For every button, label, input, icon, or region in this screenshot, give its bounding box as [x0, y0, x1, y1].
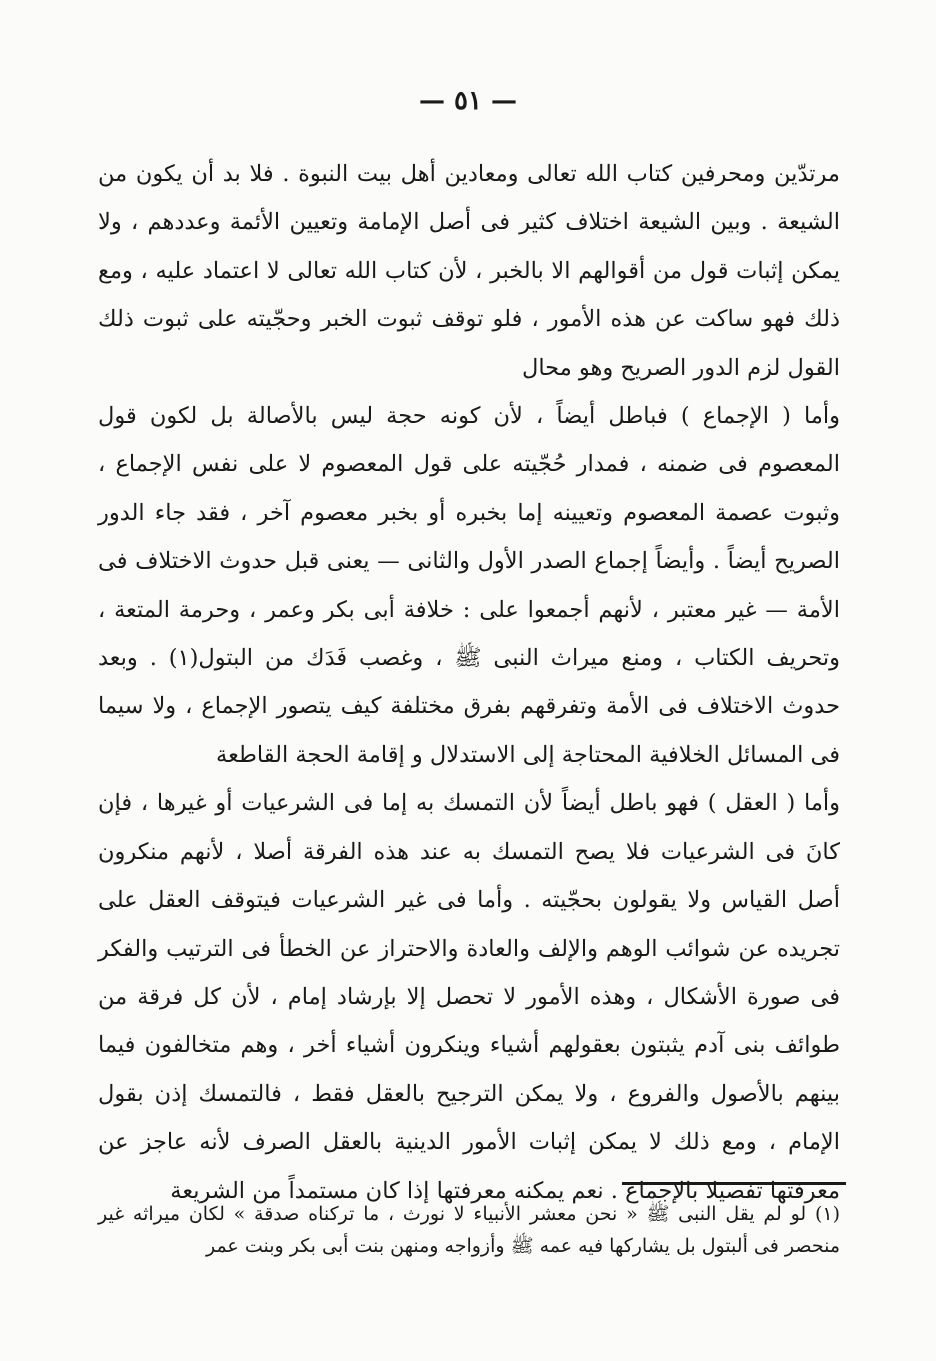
paragraph-reason: وأما ( العقل ) فهو باطل أيضاً لأن التمسك به إما فى الشرعيات أو غيرها ، فإن كانَ فى الشرعيات فلا يصح التمسك به عند هذه الفرقة أصلا ، لأنهم منكرون أصل القياس ولا يقولون بحجّيته . وأما فى غير الشرعيات فيتوقف العقل على تجريده عن شوائب الوهم والإلف والعادة والاحتراز عن الخطأ فى الترتيب والفكر فى صورة الأشكال ، وهذه الأمور لا تحصل إلا بإرشاد إمام ، لأن كل فرقة من طوائف بنى آدم يثبتون بعقولهم أشياء وينكرون أشياء أخر ، وهم متخالفون فيما بينهم بالأصول والفروع ، ولا يمكن الترجيح بالعقل فقط ، فالتمسك إذن بقول الإمام ، ومع ذلك لا يمكن إثبات الأمور الدينية بالعقل الصرف لأنه عاجز عن معرفتها تفصيلا بالإجماع . نعم يمكنه معرفتها إذا كان مستمداً من الشريعة [98, 790, 841, 1204]
footnote-1: (١) لو لم يقل النبى ﷺ « نحن معشر الأنبياء لا نورث ، ما تركناه صدقة » لكان ميراثه غير منحصر فى ألبتول بل يشاركها فيه عمه ﷺ وأزواجه ومنهن بنت أبى بكر وبنت عمر [98, 1203, 840, 1257]
paragraph-consensus: وأما ( الإجماع ) فباطل أيضاً ، لأن كونه حجة ليس بالأصالة بل لكون قول المعصوم فى ضمنه ، فمدار حُجّيته على قول المعصوم لا على نفس الإجماع ، وثبوت عصمة المعصوم وتعيينه إما بخبره أو بخبر معصوم آخر ، فقد جاء الدور الصريح أيضاً . وأيضاً إجماع الصدر الأول والثانى — يعنى قبل حدوث الاختلاف فى الأمة — غير معتبر ، لأنهم أجمعوا على : خلافة أبى بكر وعمر ، وحرمة المتعة ، وتحريف الكتاب ، ومنع ميراث النبى ﷺ ، وغصب فَدَك من البتول(١) . وبعد حدوث الاختلاف فى الأمة وتفرقهم بفرق مختلفة كيف يتصور الإجماع ، ولا سيما فى المسائل الخلافية المحتاجة إلى الاستدلال و إقامة الحجة القاطعة [98, 403, 840, 768]
page-number: — ٥١ — [418, 86, 518, 116]
footnotes [98, 1198, 840, 1262]
main-text [98, 150, 840, 1215]
paragraph-shia-narration: مرتدّين ومحرفين كتاب الله تعالى ومعادين أهل بيت النبوة . فلا بد أن يكون من الشيعة . وبين الشيعة اختلاف كثير فى أصل الإمامة وتعيين الأئمة وعددهم ، ولا يمكن إثبات قول من أقوالهم الا بالخبر ، لأن كتاب الله تعالى لا اعتماد عليه ، ومع ذلك فهو ساكت عن هذه الأمور ، فلو توقف ثبوت الخبر وحجّيته على ثبوت ذلك القول لزم الدور الصريح وهو محال [98, 161, 840, 381]
footnote-separator [622, 1182, 846, 1185]
